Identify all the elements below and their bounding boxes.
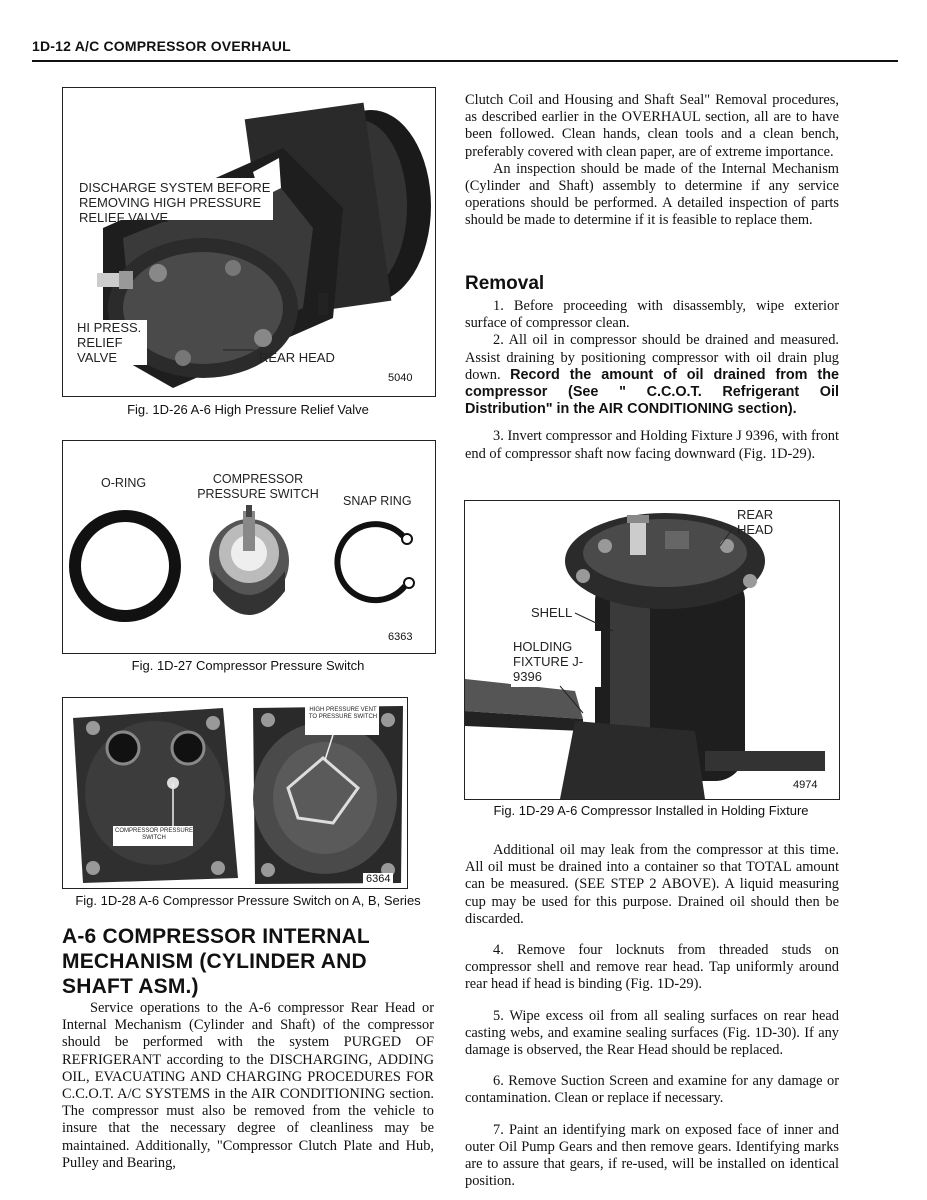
header-rule <box>32 60 898 62</box>
figure-1d-29-caption: Fig. 1D-29 A-6 Compressor Installed in Holding Fixture <box>493 803 809 818</box>
figure-number: 6363 <box>388 631 413 643</box>
left-column-text <box>62 1000 434 1172</box>
figure-number: 5040 <box>388 372 413 384</box>
label-rear-head: REAR HEAD <box>259 350 335 365</box>
section-heading: A-6 COMPRESSOR INTERNAL MECHANISM (CYLINDER AND SHAFT ASM.) <box>62 925 370 998</box>
step-1: 1. Before proceeding with disassembly, wipe exterior surface of compressor clean. <box>465 298 839 332</box>
right-column-bottom <box>465 842 839 1190</box>
step-2 <box>465 332 839 418</box>
step-2-text: 2. All oil in compressor should be drained and measured. Assist draining by positioning compressor with oil drain plug down. <box>465 332 839 383</box>
step-5: 5. Wipe excess oil from all sealing surfaces on rear head casting webs, and examine sealing surfaces (Fig. 1D-30). If any damage is observed, the Rear Head should be replaced. <box>465 1007 839 1059</box>
label-rear-head: REAR HEAD <box>737 507 774 537</box>
step-6: 6. Remove Suction Screen and examine for any damage or contamination. Clean or replace if necessary. <box>465 1073 839 1107</box>
figure-number: 6364 <box>363 873 393 885</box>
figure-1d-26-caption: Fig. 1D-26 A-6 High Pressure Relief Valve <box>127 402 369 417</box>
step-7: 7. Paint an identifying mark on exposed face of inner and outer Oil Pump Gears and then remove gears. Identifying marks are to assure that gears, if re-used, will be installed on identical position. <box>465 1121 839 1190</box>
label-o-ring: O-RING <box>101 476 147 490</box>
figure-number: 4974 <box>793 779 818 791</box>
label-hi-press-relief-valve: HI PRESS. RELIEF VALVE <box>77 320 147 365</box>
step-4: 4. Remove four locknuts from threaded studs on compressor shell and remove rear head. Tap uniformly around rear head if head is binding (Fig. 1D-29). <box>465 942 839 993</box>
figure-1d-28 <box>62 697 408 889</box>
label-compressor-pressure-switch: COMPRESSOR PRESSURE SWITCH <box>197 472 319 501</box>
label-compressor-pressure-switch: COMPRESSOR PRESSURE SWITCH <box>115 828 194 841</box>
label-discharge-system: DISCHARGE SYSTEM BEFORE REMOVING HIGH PRESSURE RELIEF VALVE <box>79 180 271 225</box>
removal-heading: Removal <box>465 273 545 294</box>
page-header-title: 1D-12 A/C COMPRESSOR OVERHAUL <box>32 38 291 54</box>
right-column-top <box>465 92 839 230</box>
step-3: 3. Invert compressor and Holding Fixture J 9396, with front end of compressor shaft now facing downward (Fig. 1D-29). <box>465 428 839 462</box>
label-shell: SHELL <box>531 605 573 620</box>
figure-1d-29 <box>464 500 840 800</box>
paragraph-additional-oil: Additional oil may leak from the compressor at this time. All oil must be drained into a container so that TOTAL amount can be measured. (SEE STEP 2 ABOVE). A liquid measuring cup may be used for this purpose. Drained oil should then be discarded. <box>465 842 839 927</box>
paragraph-inspection: An inspection should be made of the Internal Mechanism (Cylinder and Shaft) assembly to determine if any service operations should be performed. A detailed inspection of parts should be made to determine if it is feasible to replace them. <box>465 160 839 229</box>
figure-1d-27-caption: Fig. 1D-27 Compressor Pressure Switch <box>131 658 365 673</box>
paragraph-continued: Clutch Coil and Housing and Shaft Seal" Removal procedures, as described earlier in the OVERHAUL section, all are to have been followed. Clean hands, clean tools and a clean bench, preferably covered with clean paper, are of extreme importance. <box>465 92 839 160</box>
figure-1d-27 <box>62 440 436 654</box>
figure-1d-28-caption: Fig. 1D-28 A-6 Compressor Pressure Switch on A, B, Series <box>75 893 421 908</box>
label-holding-fixture: HOLDING FIXTURE J-9396 <box>513 639 584 684</box>
section-paragraph: Service operations to the A-6 compressor Rear Head or Internal Mechanism (Cylinder and Shaft) of the compressor should be performed with the system PURGED OF REFRIGERANT according to the DISCHARGING, ADDING OIL, EVACUATING AND CHARGING PROCEDURES FOR C.C.O.T. A/C SYSTEMS in the AIR CONDITIONING section. The compressor must also be removed from the vehicle to insure that the necessary degree of cleanliness may be maintained. Additionally, "Compressor Clutch Plate and Hub, Pulley and Bearing, <box>62 1000 434 1171</box>
label-high-pressure-vent: HIGH PRESSURE VENT TO PRESSURE SWITCH <box>308 707 378 720</box>
step-2-bold: Record the amount of oil drained from the compressor (See " C.C.O.T. Refrigerant Oil Distribution" in the AIR CONDITIONING section). <box>465 366 839 418</box>
figure-1d-26 <box>62 87 436 397</box>
label-snap-ring: SNAP RING <box>343 494 412 508</box>
removal-steps <box>465 298 839 463</box>
page-header <box>32 38 898 62</box>
rear-head-photo <box>63 698 407 888</box>
